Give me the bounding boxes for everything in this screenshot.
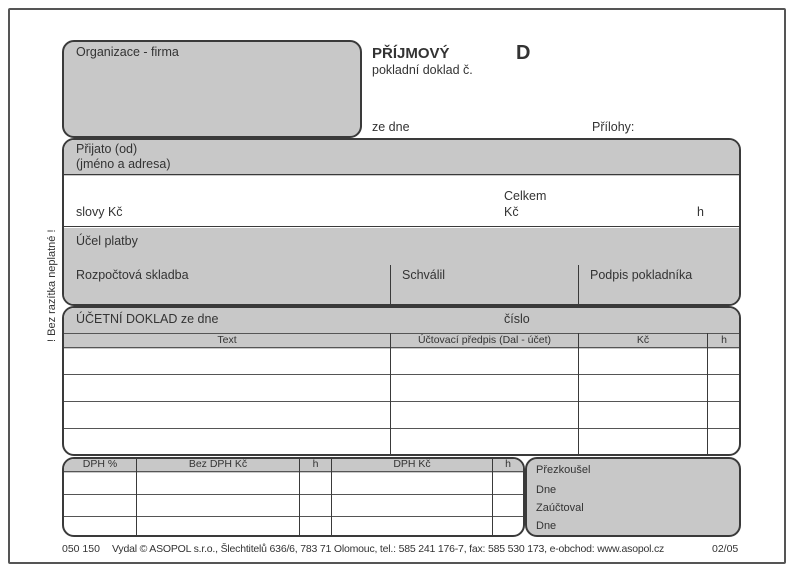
col-czk-header: Kč [636, 334, 650, 346]
budget-label: Rozpočtová skladba [76, 268, 189, 282]
side-note: ! Bez razítka neplatné ! [46, 229, 58, 342]
footer-publisher: Vydal © ASOPOL s.r.o., Šlechtitelů 636/6, 783 71 Olomouc, tel.: 585 241 176-7, fax: 585 530 173, e-obchod: www.asopol.cz [112, 543, 665, 555]
vat-percent-header: DPH % [82, 458, 118, 470]
received-from-label: Přijato (od) [76, 142, 138, 156]
date1-label: Dne [536, 484, 557, 496]
posted-label: Zaúčtoval [536, 502, 584, 514]
form-subtitle: pokladní doklad č. [372, 63, 473, 77]
col-cents-header: h [721, 334, 727, 346]
purpose-band [64, 228, 739, 306]
vat-amount-cents-header: h [505, 458, 511, 470]
organization-label: Organizace - firma [76, 45, 179, 59]
footer-version: 02/05 [712, 543, 739, 555]
accounting-doc-label: ÚČETNÍ DOKLAD ze dne [76, 312, 219, 326]
received-from-sublabel: (jméno a adresa) [76, 157, 171, 171]
vat-base-cents-header: h [312, 458, 319, 470]
accounting-number-label: číslo [504, 312, 530, 326]
form-title: PŘÍJMOVÝ [372, 45, 450, 62]
accounting-box [62, 306, 741, 456]
date-label: ze dne [372, 120, 410, 134]
vat-amount-header: DPH Kč [393, 458, 431, 470]
vat-base-header: Bez DPH Kč [188, 458, 248, 470]
form-letter: D [516, 42, 531, 64]
total-currency: Kč [504, 205, 519, 219]
purpose-label: Účel platby [76, 234, 138, 248]
col-account-header: Účtovací předpis (Dal - účet) [417, 334, 552, 346]
attachments-label: Přílohy: [592, 120, 635, 134]
date2-label: Dne [536, 520, 557, 532]
words-label: slovy Kč [76, 205, 123, 219]
total-label: Celkem [504, 189, 547, 203]
footer-code: 050 150 [62, 543, 100, 555]
checked-label: Přezkoušel [536, 464, 591, 476]
approved-label: Schválil [402, 268, 446, 282]
total-cents: h [697, 205, 704, 219]
col-text-header: Text [217, 334, 237, 346]
cashier-signature-label: Podpis pokladníka [590, 268, 693, 282]
